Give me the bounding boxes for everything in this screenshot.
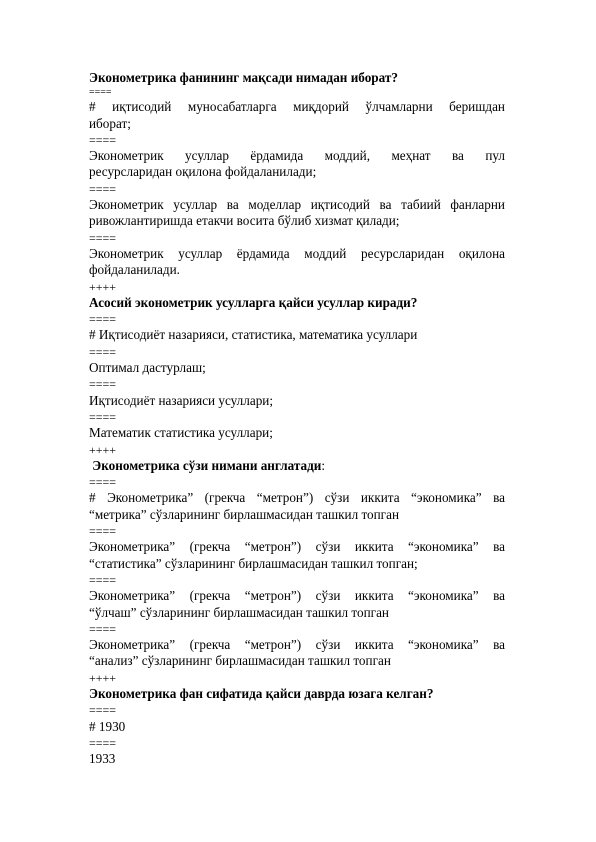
separator: ====	[89, 377, 117, 392]
question-4: Эконометрика фан сифатида қайси даврда юзага келган?	[89, 685, 434, 701]
end-marker: ++++	[89, 279, 117, 294]
answer-3-4-line-1: Эконометрика” (грекча “метрон”) сўзи иккита “экономика” ва	[89, 637, 505, 653]
document-body	[89, 70, 505, 767]
answer-1-3-line-2: ривожлантиришда етакчи восита бўлиб хизмат қилади;	[89, 213, 400, 229]
answer-4-1: # 1930	[89, 718, 126, 734]
answer-3-3-line-2: “ўлчаш” сўзларининг бирлашмасидан ташкил топган	[89, 604, 389, 620]
answer-1-2-line-1: Эконометрик усуллар ёрдамида моддий, меҳнат ва пул	[89, 148, 505, 164]
question-3-text: Эконометрика сўзи нимани англатади	[89, 457, 322, 473]
separator: ====	[89, 621, 117, 636]
separator: ====	[89, 409, 117, 424]
question-3-colon: :	[321, 457, 326, 473]
answer-1-4-line-2: фойдаланилади.	[89, 262, 180, 278]
separator: ====	[89, 735, 117, 750]
answer-1-4-line-1: Эконометрик усуллар ёрдамида моддий ресурсларидан оқилона	[89, 245, 505, 261]
question-3	[89, 458, 505, 474]
answer-2-4: Математик статистика усуллари;	[89, 425, 273, 441]
separator: ====	[89, 132, 117, 147]
question-1: Эконометрика фанининг мақсади нимадан иборат?	[89, 70, 398, 85]
answer-3-2-line-2: “статистика” сўзларининг бирлашмасидан ташкил топган;	[89, 555, 418, 571]
end-marker: ++++	[89, 670, 117, 685]
end-marker: ++++	[89, 442, 117, 457]
answer-1-1-line-1: # иқтисодий муносабатларга миқдорий ўлчамларни беришдан	[89, 99, 505, 115]
question-2: Асосий эконометрик усулларга қайси усуллар киради?	[89, 294, 418, 310]
answer-3-2-line-1: Эконометрика” (грекча “метрон”) сўзи иккита “экономика” ва	[89, 539, 505, 555]
answer-2-3: Иқтисодиёт назарияси усуллари;	[89, 392, 274, 408]
answer-3-1-line-2: “метрика” сўзларининг бирлашмасидан ташкил топган	[89, 506, 400, 522]
separator: ====	[89, 475, 117, 490]
separator: ====	[89, 572, 117, 587]
answer-1-1-line-2: иборат;	[89, 115, 131, 131]
separator: ====	[89, 312, 117, 327]
separator: ====	[89, 230, 117, 245]
separator: ====	[89, 524, 117, 539]
answer-4-2: 1933	[89, 751, 116, 767]
answer-3-3-line-1: Эконометрика” (грекча “метрон”) сўзи иккита “экономика” ва	[89, 588, 505, 604]
answer-3-1-line-1: # Эконометрика” (грекча “метрон”) сўзи иккита “экономика” ва	[89, 490, 505, 506]
separator: ====	[89, 344, 117, 359]
answer-3-4-line-2: “анализ” сўзларининг бирлашмасидан ташкил топган	[89, 653, 391, 669]
answer-1-3-line-1: Эконометрик усуллар ва моделлар иқтисодий ва табиий фанларни	[89, 197, 505, 213]
answer-1-2-line-2: ресурсларидан оқилона фойдаланилади;	[89, 164, 317, 180]
answer-2-1: # Иқтисодиёт назарияси, статистика, математика усуллари	[89, 327, 418, 343]
separator: ====	[89, 703, 117, 718]
separator: ====	[89, 181, 117, 196]
answer-2-2: Оптимал дастурлаш;	[89, 360, 206, 376]
separator: ====	[89, 87, 112, 99]
